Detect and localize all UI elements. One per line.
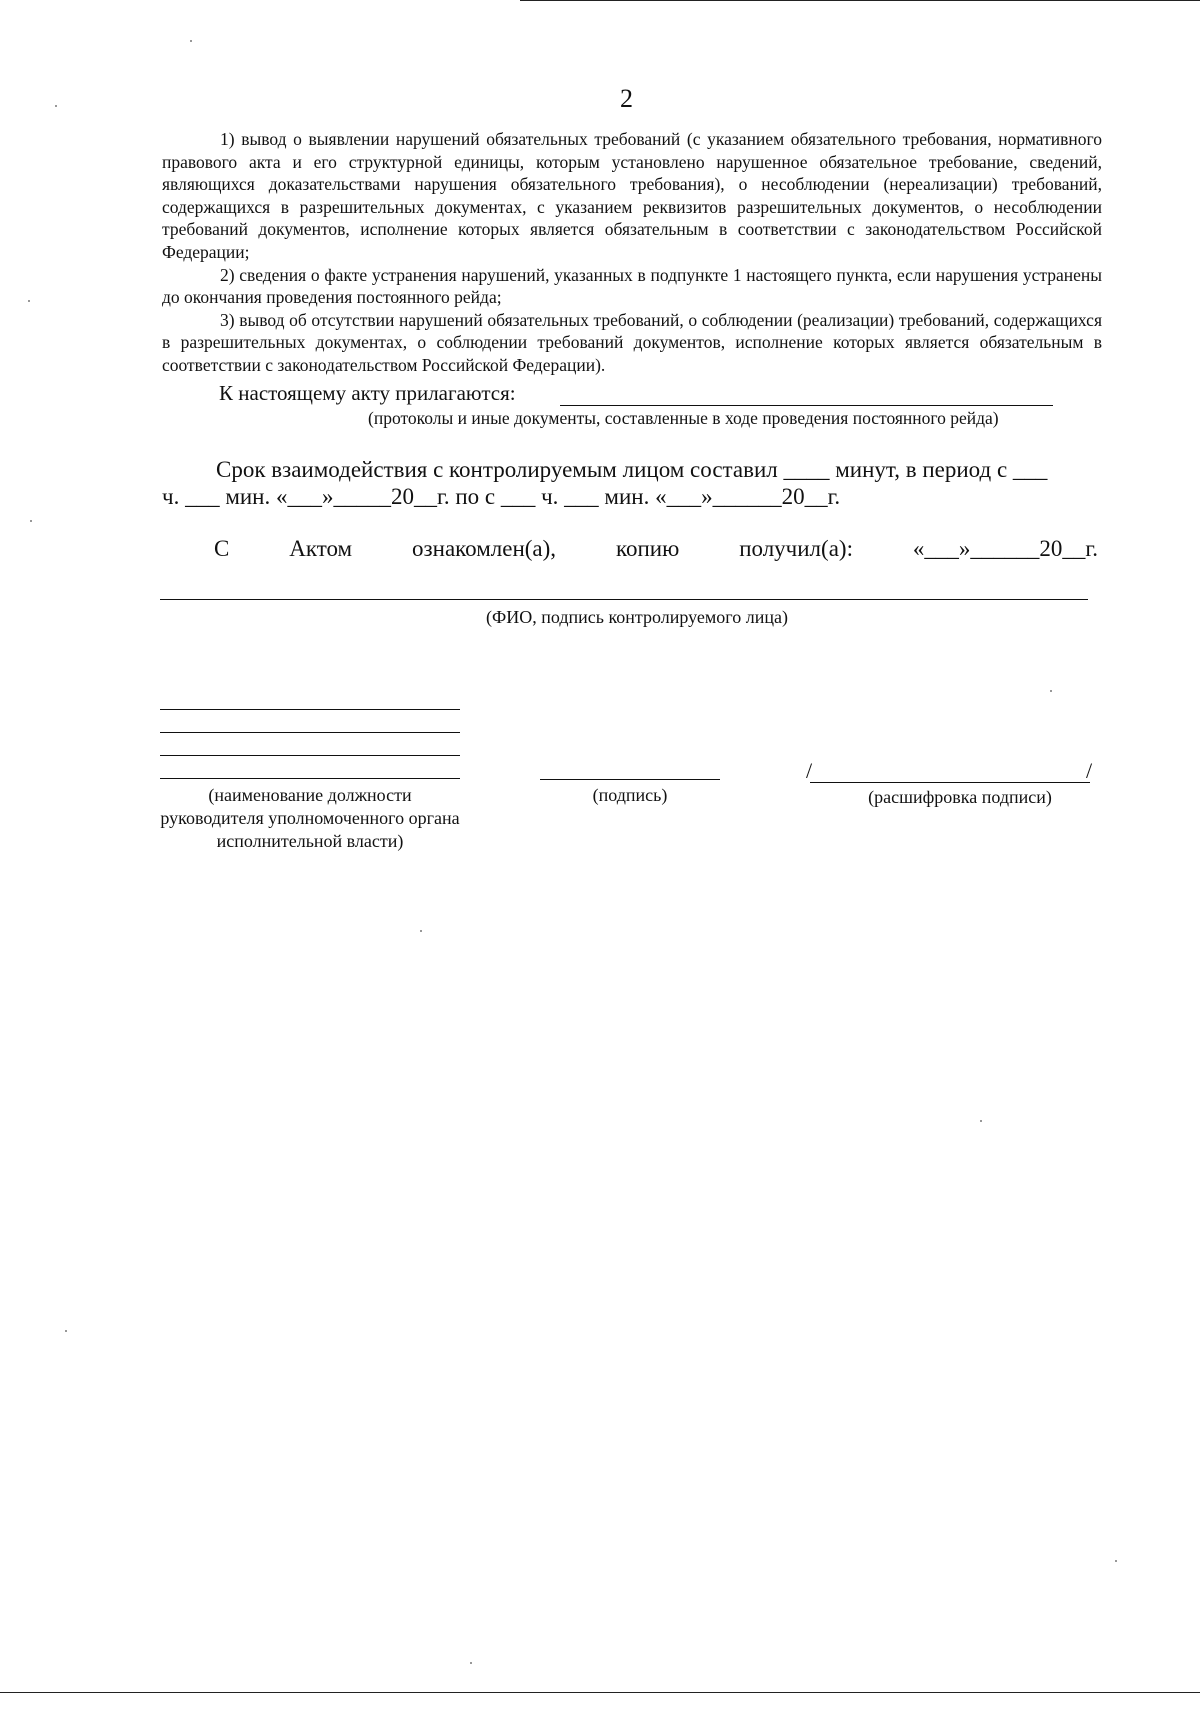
- ack-word: ознакомлен(а),: [412, 536, 557, 561]
- scan-speck: [28, 300, 30, 302]
- interaction-term-line-1: Срок взаимодействия с контролируемым лицом составил ____ минут, в период с ___: [216, 457, 1048, 482]
- ack-word: Актом: [289, 536, 353, 561]
- position-line: [160, 732, 460, 733]
- ack-word: получил(а):: [739, 536, 853, 561]
- interaction-term-line-2: ч. ___ мин. «___»_____20__г. по с ___ ч. ___ мин. «___»______20__г.: [162, 484, 841, 509]
- ack-date: «___»______20__г.: [912, 536, 1098, 561]
- fio-caption: (ФИО, подпись контролируемого лица): [486, 607, 788, 627]
- scan-speck: [470, 1662, 472, 1664]
- scan-top-edge: [520, 0, 1200, 1]
- decoding-caption: (расшифровка подписи): [868, 787, 1052, 807]
- position-caption: (наименование должности руководителя уполномоченного органа исполнительной власти): [160, 785, 460, 851]
- position-line: [160, 778, 460, 779]
- decoding-line: [810, 782, 1090, 783]
- scan-speck: [65, 1330, 67, 1332]
- scan-speck: [30, 520, 32, 522]
- position-line: [160, 709, 460, 710]
- annex-label: К настоящему акту прилагаются:: [219, 381, 516, 405]
- scan-speck: [420, 930, 422, 932]
- signature-caption: (подпись): [592, 785, 668, 805]
- paragraph-1: 1) вывод о выявлении нарушений обязательных требований (с указанием обязательного требования, нормативного правового акта и его структурной единицы, которым установлено нарушенное обязательное требование, сведений, являющихся доказательствами нарушения обязательного требования), о несоблюдении (нереализации) требований, содержащихся в разрешительных документах, с указанием реквизитов разрешительных документов, о несоблюдении требований документов, исполнение которых является обязательным в соответствии с законодательством Российской Федерации;: [162, 129, 1102, 262]
- ack-word: копию: [615, 536, 680, 561]
- decoding-slash-left: /: [806, 758, 813, 783]
- findings-text: [162, 128, 1102, 377]
- scan-speck: [190, 40, 192, 42]
- scan-speck: [55, 105, 57, 107]
- page-number: 2: [620, 84, 633, 113]
- position-line: [160, 755, 460, 756]
- paragraph-3: 3) вывод об отсутствии нарушений обязательных требований, о соблюдении (реализации) требований, содержащихся в разрешительных документах, о соблюдении требований документов, исполнение которых является обязательным в соответствии с законодательством Российской Федерации).: [162, 309, 1102, 375]
- ack-word: С: [214, 536, 230, 561]
- signature-line: [540, 779, 720, 780]
- scan-speck: [1050, 690, 1052, 692]
- scan-bottom-edge: [0, 1692, 1200, 1693]
- decoding-slash-right: /: [1086, 758, 1093, 783]
- paragraph-2: 2) сведения о факте устранения нарушений, указанных в подпункте 1 настоящего пункта, если нарушения устранены до окончания проведения постоянного рейда;: [162, 264, 1102, 308]
- annex-note: (протоколы и иные документы, составленные в ходе проведения постоянного рейда): [368, 408, 999, 428]
- scan-speck: [980, 1120, 982, 1122]
- scan-speck: [1115, 1560, 1117, 1562]
- annex-fill-line: [560, 405, 1053, 406]
- acknowledgement-line: [214, 536, 1098, 562]
- controlled-person-signature-line: [160, 599, 1088, 600]
